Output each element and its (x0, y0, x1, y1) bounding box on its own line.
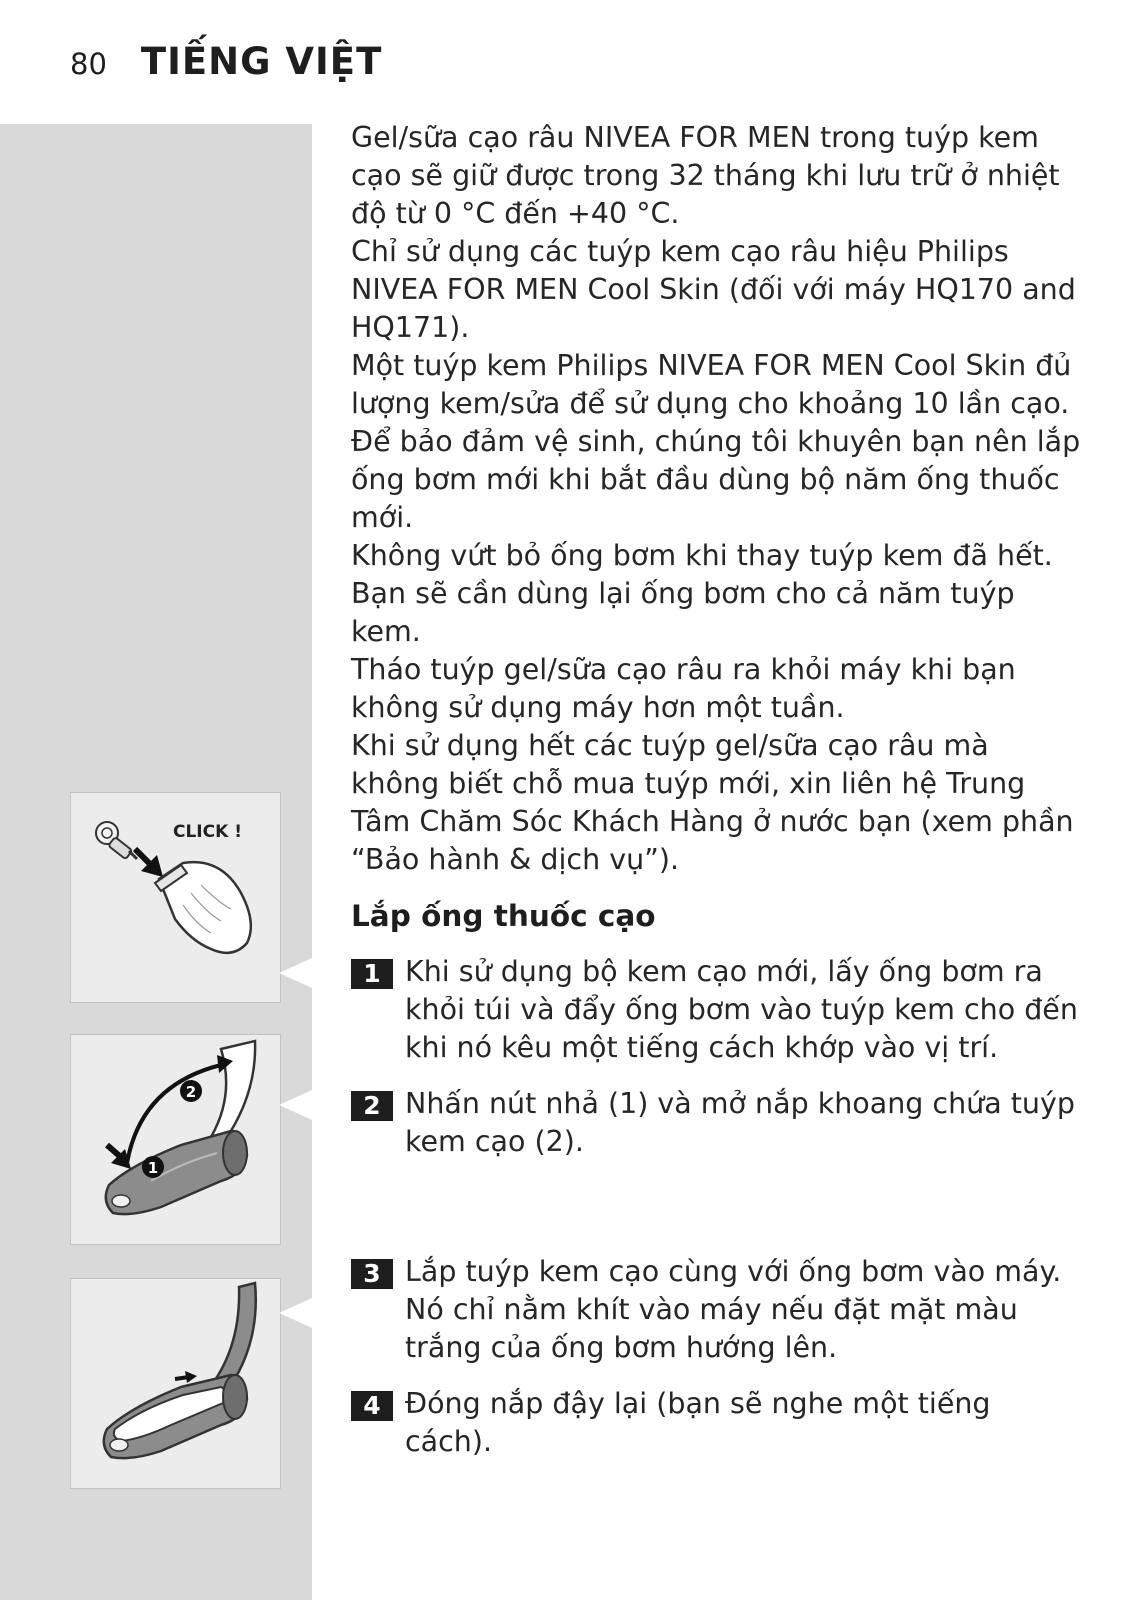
arrow-down-right (135, 849, 163, 877)
step-text: Lắp tuýp kem cạo cùng với ống bơm vào máy. Nó chỉ nằm khít vào máy nếu đặt mặt màu trắng của ống bơm hướng lên. (405, 1255, 1062, 1364)
paragraph-consumer-care: Khi sử dụng hết các tuýp gel/sữa cạo râu mà không biết chỗ mua tuýp mới, xin liên hệ Trung Tâm Chăm Sóc Khách Hàng ở nước bạn (xem phần “Bảo hành & dịch vụ”). (351, 729, 1074, 876)
step-text: Khi sử dụng bộ kem cạo mới, lấy ống bơm ra khỏi túi và đẩy ống bơm vào tuýp kem cho đến khi nó kêu một tiếng cách khớp vào vị trí. (405, 955, 1078, 1064)
step-text: Đóng nắp đậy lại (bạn sẽ nghe một tiếng cách). (405, 1387, 991, 1458)
paragraph-hygiene: Để bảo đảm vệ sinh, chúng tôi khuyên bạn nên lắp ống bơm mới khi bắt đầu dùng bộ năm ống thuốc mới. (351, 425, 1081, 534)
page-header (70, 40, 382, 83)
figure-pointer (279, 1298, 312, 1328)
tube-illustration (155, 862, 251, 953)
marker-2-label: 2 (185, 1083, 197, 1101)
step-number-badge: 4 (351, 1391, 393, 1421)
pump-illustration (96, 822, 137, 859)
arrow-right-small (175, 1371, 197, 1383)
figure-pump-into-tube (70, 792, 281, 1003)
device-body-illustration (106, 1131, 247, 1214)
paragraph-compatible-tubes: Chỉ sử dụng các tuýp kem cạo râu hiệu Philips NIVEA FOR MEN Cool Skin (đối với máy HQ170 and HQ171). (351, 235, 1076, 344)
section-title: TIẾNG VIỆT (140, 40, 383, 83)
step-number-badge: 2 (351, 1091, 393, 1121)
figure-insert-tube (70, 1278, 281, 1489)
figure-open-lid (70, 1034, 281, 1245)
step-text: Nhấn nút nhả (1) và mở nắp khoang chứa tuýp kem cạo (2). (405, 1087, 1075, 1158)
page-number: 80 (70, 47, 107, 81)
device-with-tube-illustration (104, 1375, 247, 1458)
step-number-badge: 1 (351, 959, 393, 989)
step-number-badge: 3 (351, 1259, 393, 1289)
step-3 (351, 1253, 1081, 1367)
figure-pointer (279, 958, 312, 988)
paragraph-keep-pump: Không vứt bỏ ống bơm khi thay tuýp kem đã hết. Bạn sẽ cần dùng lại ống bơm cho cả năm tuýp kem. (351, 539, 1053, 648)
main-content (351, 119, 1081, 1461)
step-2 (351, 1085, 1081, 1161)
paragraph-tube-capacity: Một tuýp kem Philips NIVEA FOR MEN Cool Skin đủ lượng kem/sửa để sử dụng cho khoảng 10 lần cạo. (351, 349, 1072, 420)
paragraph-remove-tube: Tháo tuýp gel/sữa cạo râu ra khỏi máy khi bạn không sử dụng máy hơn một tuần. (351, 653, 1016, 724)
step-4 (351, 1385, 1081, 1461)
step-1 (351, 953, 1081, 1067)
figure-pointer (279, 1090, 312, 1120)
paragraph-storage: Gel/sữa cạo râu NIVEA FOR MEN trong tuýp kem cạo sẽ giữ được trong 32 tháng khi lưu trữ ở nhiệt độ từ 0 °C đến +40 °C. (351, 121, 1060, 230)
section-subheading: Lắp ống thuốc cạo (351, 899, 656, 933)
marker-1-label: 1 (147, 1159, 159, 1177)
click-label: CLICK ! (173, 822, 242, 842)
